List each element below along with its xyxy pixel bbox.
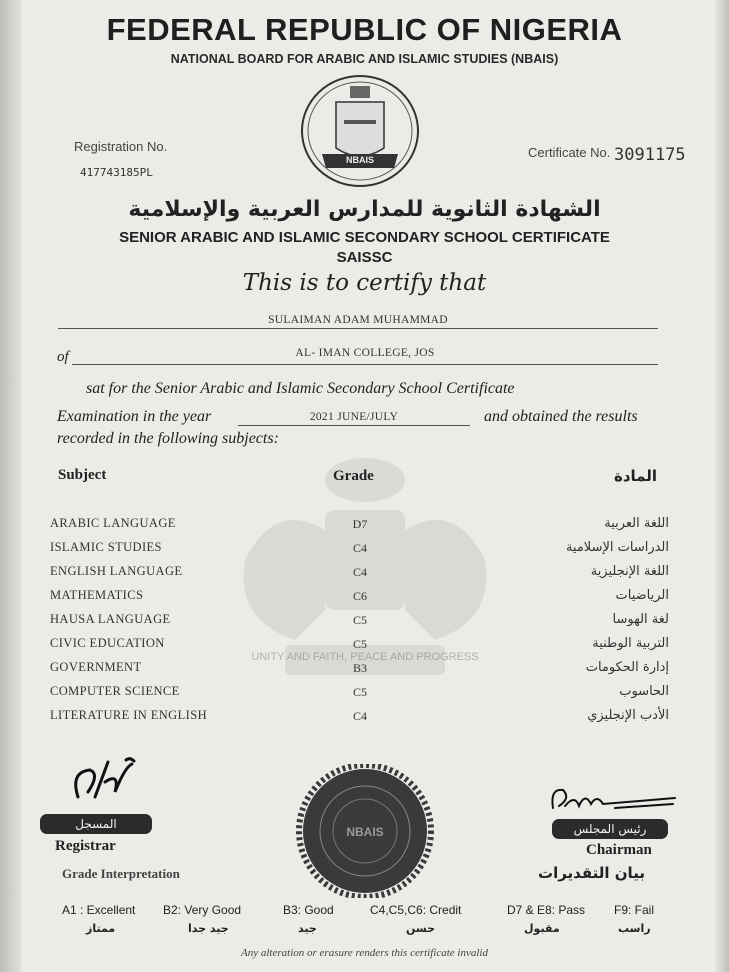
legend-item-arabic: ممتاز: [86, 922, 116, 935]
legend-item: D7 & E8: Pass: [507, 903, 586, 917]
table-row-grade: C4: [352, 565, 367, 579]
legend-item: C4,C5,C6: Credit: [370, 903, 462, 917]
certify-statement: This is to certify that: [242, 270, 487, 296]
certificate-number: 3091175: [614, 145, 686, 165]
statement-line-1: sat for the Senior Arabic and Islamic Secondary School Certificate: [86, 380, 515, 397]
legend-item-arabic: جيد: [298, 922, 317, 935]
table-row-grade: C5: [352, 637, 367, 651]
seal-label: NBAIS: [346, 825, 384, 839]
school-name: AL- IMAN COLLEGE, JOS: [295, 347, 435, 359]
emblem-label: NBAIS: [345, 155, 374, 165]
registrar-signature: [60, 752, 150, 807]
issuing-board: NATIONAL BOARD FOR ARABIC AND ISLAMIC STUDIES (NBAIS): [170, 52, 559, 66]
legend-item-arabic: مقبول: [524, 922, 560, 935]
table-row-subject-arabic: إدارة الحكومات: [585, 660, 669, 675]
of-label: of: [57, 349, 69, 365]
chairman-signature: [545, 780, 685, 820]
table-row-subject: ARABIC LANGUAGE: [50, 516, 176, 530]
table-row-subject: ISLAMIC STUDIES: [50, 540, 162, 554]
document-title: FEDERAL REPUBLIC OF NIGERIA: [106, 12, 623, 47]
certificate-title: SENIOR ARABIC AND ISLAMIC SECONDARY SCHOOL CERTIFICATE: [119, 229, 610, 246]
table-row-subject: MATHEMATICS: [50, 588, 144, 602]
table-row-subject-arabic: الحاسوب: [619, 684, 669, 699]
registrar-badge: المسجل: [40, 814, 152, 834]
name-line: [58, 328, 658, 329]
results-text: and obtained the results: [484, 408, 638, 425]
certificate-abbreviation: SAISSC: [336, 249, 393, 266]
nbais-emblem: [298, 72, 422, 190]
registrar-label: Registrar: [55, 838, 116, 854]
registration-number: 417743185PL: [80, 166, 153, 179]
table-row-subject-arabic: التربية الوطنية: [592, 636, 669, 651]
table-row-grade: C5: [352, 613, 367, 627]
candidate-name: SULAIMAN ADAM MUHAMMAD: [268, 314, 448, 326]
table-row-grade: C4: [352, 709, 367, 723]
grade-interpretation-title: Grade Interpretation: [62, 866, 180, 881]
table-row-subject-arabic: اللغة الإنجليزية: [590, 564, 669, 579]
table-row-subject: LITERATURE IN ENGLISH: [50, 708, 207, 722]
legend-item: B3: Good: [283, 903, 334, 917]
table-row-grade: C5: [352, 685, 367, 699]
table-row-grade: B3: [352, 661, 367, 675]
school-line: [72, 364, 658, 365]
grade-interpretation-title-arabic: بيان التقديرات: [538, 864, 645, 882]
legend-item-arabic: جيد جدا: [188, 922, 229, 935]
chairman-badge: رئيس المجلس: [552, 819, 668, 839]
table-row-grade: D7: [352, 517, 368, 531]
legend-item: F9: Fail: [614, 903, 655, 917]
validity-notice: Any alteration or erasure renders this certificate invalid: [241, 947, 488, 959]
legend-item: B2: Very Good: [163, 903, 242, 917]
table-row-subject-arabic: اللغة العربية: [604, 516, 669, 531]
legend-item: A1 : Excellent: [62, 903, 136, 917]
year-line: [238, 425, 470, 426]
certificate-label: Certificate No.: [528, 145, 611, 160]
table-row-subject: CIVIC EDUCATION: [50, 636, 165, 650]
nbais-seal: [292, 764, 438, 898]
table-row-subject-arabic: الدراسات الإسلامية: [565, 540, 669, 555]
grade-column-header: Grade: [333, 468, 374, 484]
registration-label: Registration No.: [74, 139, 168, 154]
table-row-grade: C4: [352, 541, 367, 555]
table-row-subject-arabic: لغة الهوسا: [612, 612, 669, 627]
table-row-subject-arabic: الرياضيات: [615, 588, 669, 603]
subject-column-header-arabic: المادة: [613, 467, 657, 485]
legend-item-arabic: حسن: [406, 922, 436, 935]
table-row-subject: GOVERNMENT: [50, 660, 142, 674]
table-row-subject: ENGLISH LANGUAGE: [50, 564, 183, 578]
chairman-label: Chairman: [586, 842, 652, 858]
table-row-subject-arabic: الأدب الإنجليزي: [587, 708, 669, 723]
certificate-title-arabic: الشهادة الثانوية للمدارس العربية والإسلامية: [128, 197, 601, 222]
legend-item-arabic: راسب: [618, 922, 651, 935]
subject-column-header: Subject: [58, 467, 107, 483]
watermark-motto: UNITY AND FAITH, PEACE AND PROGRESS: [251, 651, 479, 663]
statement-line-3: recorded in the following subjects:: [57, 430, 279, 447]
table-row-grade: C6: [352, 589, 367, 603]
table-row-subject: COMPUTER SCIENCE: [50, 684, 180, 698]
exam-year: 2021 JUNE/JULY: [309, 411, 399, 423]
table-row-subject: HAUSA LANGUAGE: [50, 612, 171, 626]
exam-label: Examination in the year: [57, 408, 212, 425]
